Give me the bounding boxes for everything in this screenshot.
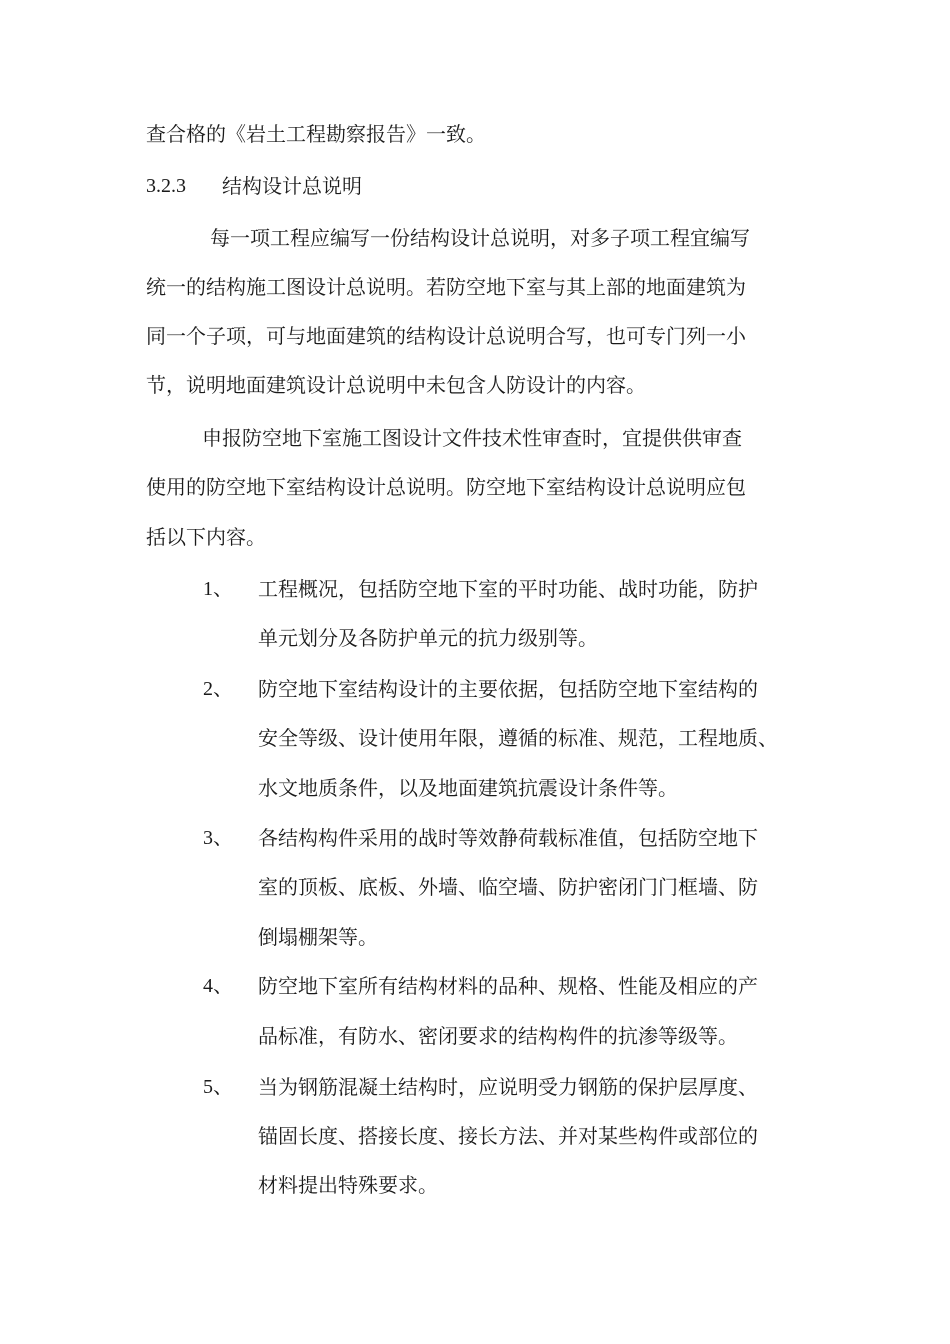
list-item-line: 品标准，有防水、密闭要求的结构构件的抗渗等级等。: [258, 1024, 738, 1048]
list-item-number: 1、: [203, 578, 233, 600]
list-item-line: 防空地下室所有结构材料的品种、规格、性能及相应的产: [258, 974, 758, 998]
list-item-number: 5、: [203, 1076, 233, 1098]
section-title: 结构设计总说明: [222, 174, 362, 198]
section-number: 3.2.3: [146, 175, 186, 197]
list-item-number: 4、: [203, 975, 233, 997]
list-item-line: 当为钢筋混凝土结构时，应说明受力钢筋的保护层厚度、: [258, 1075, 758, 1099]
list-item-line: 室的顶板、底板、外墙、临空墙、防护密闭门门框墙、防: [258, 875, 758, 899]
list-item-line: 水文地质条件，以及地面建筑抗震设计条件等。: [258, 776, 678, 800]
list-item-line: 倒塌棚架等。: [258, 925, 378, 949]
list-item-line: 各结构构件采用的战时等效静荷载标准值，包括防空地下: [258, 826, 758, 850]
paragraph2-line: 申报防空地下室施工图设计文件技术性审查时，宜提供供审查: [202, 426, 742, 450]
list-item-line: 锚固长度、搭接长度、接长方法、并对某些构件或部位的: [258, 1124, 758, 1148]
list-item-line: 安全等级、设计使用年限，遵循的标准、规范，工程地质、: [258, 726, 778, 750]
paragraph1-line: 每一项工程应编写一份结构设计总说明，对多子项工程宜编写: [210, 226, 750, 250]
continuation-line: 查合格的《岩土工程勘察报告》一致。: [146, 122, 486, 146]
list-item-number: 2、: [203, 678, 233, 700]
paragraph2-line: 使用的防空地下室结构设计总说明。防空地下室结构设计总说明应包: [146, 475, 746, 499]
list-item-line: 单元划分及各防护单元的抗力级别等。: [258, 626, 598, 650]
paragraph1-line: 节，说明地面建筑设计总说明中未包含人防设计的内容。: [146, 373, 646, 397]
list-item-line: 防空地下室结构设计的主要依据，包括防空地下室结构的: [258, 677, 758, 701]
paragraph1-line: 统一的结构施工图设计总说明。若防空地下室与其上部的地面建筑为: [146, 275, 746, 299]
list-item-line: 工程概况，包括防空地下室的平时功能、战时功能，防护: [258, 577, 758, 601]
list-item-line: 材料提出特殊要求。: [258, 1173, 438, 1197]
paragraph2-line: 括以下内容。: [146, 525, 266, 549]
list-item-number: 3、: [203, 827, 233, 849]
paragraph1-line: 同一个子项，可与地面建筑的结构设计总说明合写，也可专门列一小: [146, 324, 746, 348]
